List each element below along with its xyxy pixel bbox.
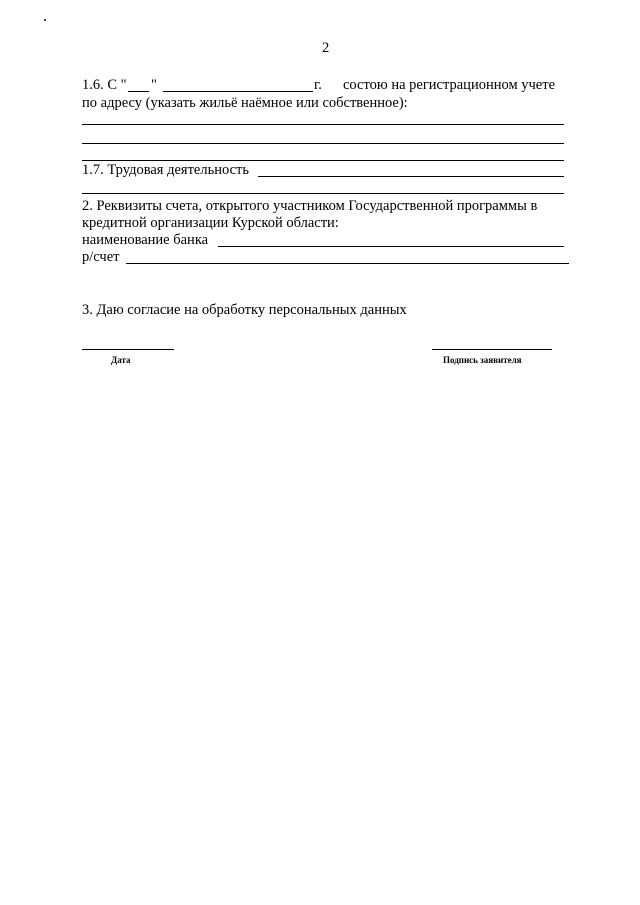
account-label: р/счет (82, 249, 120, 265)
section-1-6-quote-close: " (151, 77, 157, 93)
scan-dot (44, 19, 46, 21)
employment-line-2[interactable] (82, 193, 564, 194)
date-line[interactable] (82, 349, 174, 350)
section-2-line-1: 2. Реквизиты счета, открытого участником Государственной программы в (82, 198, 538, 214)
section-1-6-prefix: 1.6. С " (82, 77, 127, 93)
bank-name-blank[interactable] (218, 246, 564, 247)
signature-line[interactable] (432, 349, 552, 350)
address-line-1[interactable] (82, 124, 564, 125)
address-line-3[interactable] (82, 160, 564, 161)
page-number: 2 (322, 40, 330, 56)
month-blank[interactable] (163, 91, 313, 92)
section-2-line-2: кредитной организации Курской области: (82, 215, 339, 231)
consent-text: 3. Даю согласие на обработку персональных данных (82, 302, 407, 318)
signature-label: Подпись заявителя (443, 355, 522, 365)
date-label: Дата (111, 355, 131, 365)
section-1-6-address-label: по адресу (указать жильё наёмное или собственное): (82, 95, 408, 111)
bank-name-label: наименование банка (82, 232, 209, 248)
section-1-6-text-right: состою на регистрационном учете (343, 77, 555, 93)
employment-blank[interactable] (258, 176, 564, 177)
section-1-6-year-suffix: г. (314, 77, 322, 93)
day-blank[interactable] (128, 91, 149, 92)
address-line-2[interactable] (82, 143, 564, 144)
account-blank[interactable] (126, 263, 569, 264)
section-1-7-label: 1.7. Трудовая деятельность (82, 162, 249, 178)
